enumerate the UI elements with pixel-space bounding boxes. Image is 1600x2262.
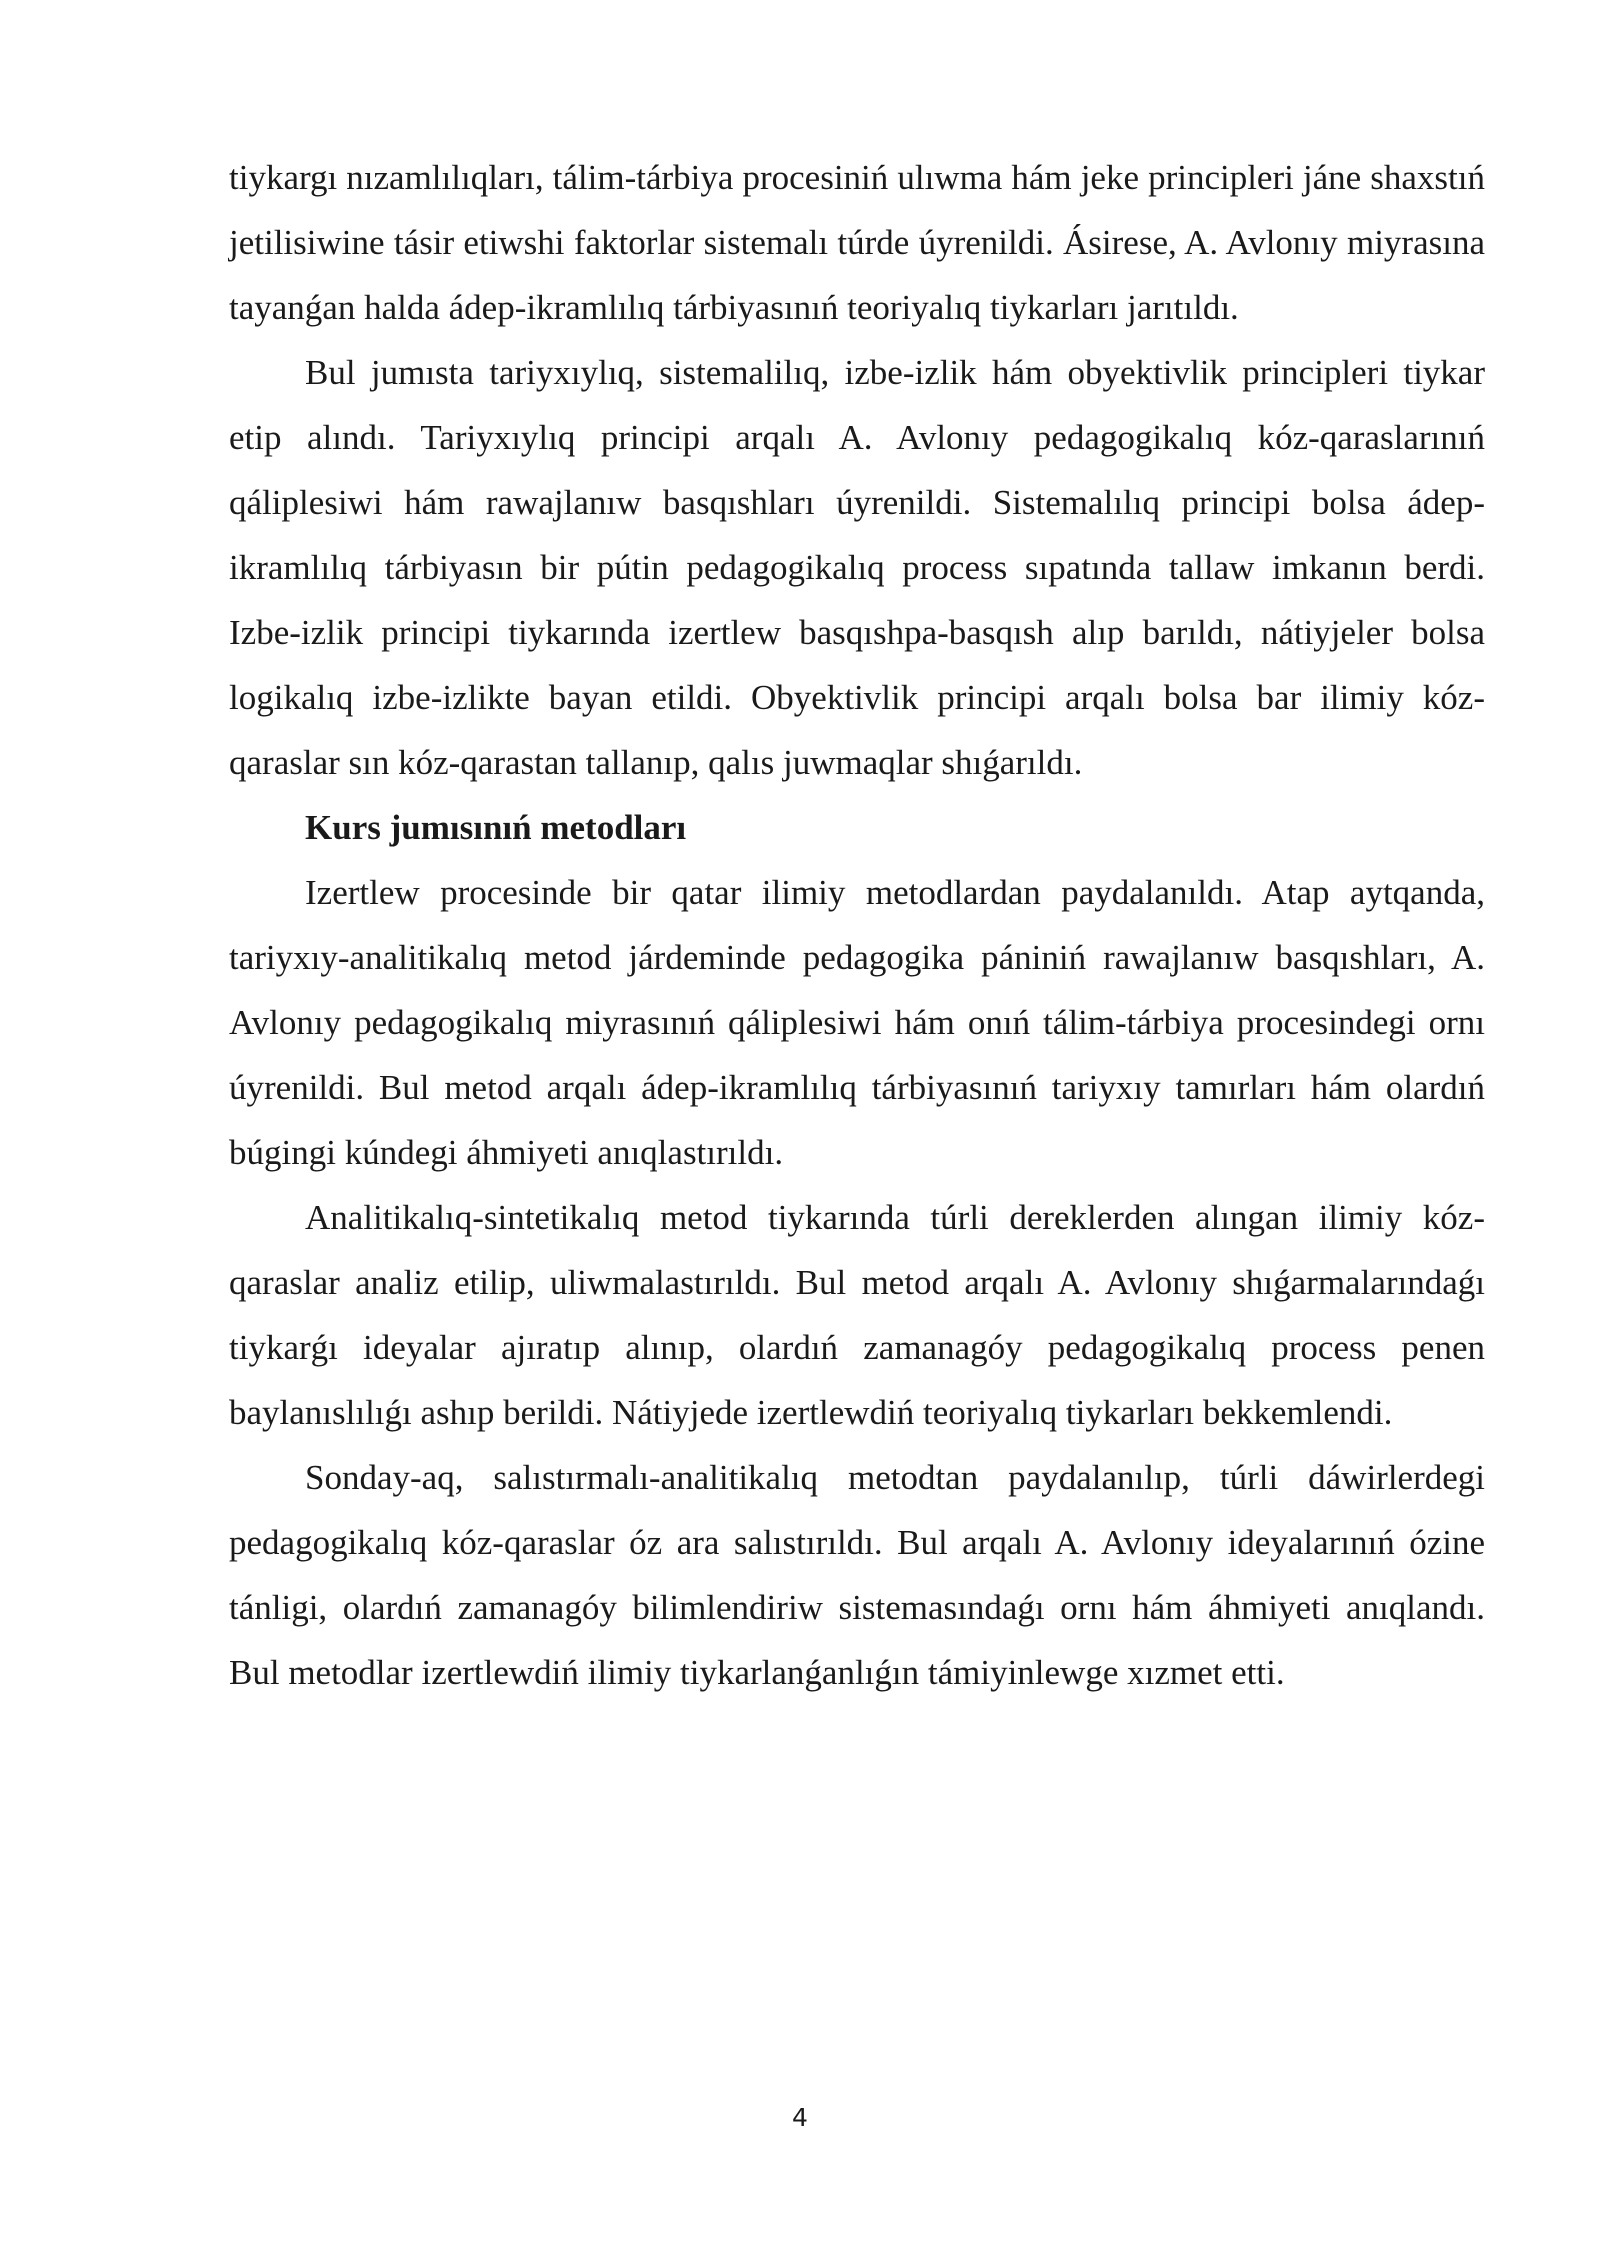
paragraph-methods-intro: Izertlew procesinde bir qatar ilimiy metodlardan paydalanıldı. Atap aytqanda, tariyxıy-analitikalıq metod járdeminde pedagogika pániniń rawajlanıw basqıshları, A. Avlonıy pedagogikalıq miyrasınıń qáliplesiwi hám onıń tálim-tárbiya procesindegi ornı úyrenildi. Bul metod arqalı ádep-ikramlılıq tárbiyasınıń tariyxıy tamırları hám olardıń búgingi kúndegi áhmiyeti anıqlastırıldı.: [229, 873, 1485, 1172]
paragraph-comparative: Sonday-aq, salıstırmalı-analitikalıq metodtan paydalanılıp, túrli dáwirlerdegi pedagogikalıq kóz-qaraslar óz ara salıstırıldı. Bul arqalı A. Avlonıy ideyalarınıń ózine tánligi, olardıń zamanagóy bilimlendiriw sistemasındaǵı ornı hám áhmiyeti anıqlandı. Bul metodlar izertlewdiń ilimiy tiykarlanǵanlıǵın támiyinlewge xızmet etti.: [229, 1458, 1485, 1692]
paragraph-principles: Bul jumısta tariyxıylıq, sistemalilıq, izbe-izlik hám obyektivlik principleri tiykar etip alındı. Tariyxıylıq principi arqalı A. Avlonıy pedagogikalıq kóz-qaraslarınıń qáliplesiwi hám rawajlanıw basqıshları úyrenildi. Sistemalılıq principi bolsa ádep-ikramlılıq tárbiyasın bir pútin pedagogikalıq process sıpatında tallaw imkanın berdi. Izbe-izlik principi tiykarında izertlew basqıshpa-basqısh alıp barıldı, nátiyjeler bolsa logikalıq izbe-izlikte bayan etildi. Obyektivlik principi arqalı bolsa bar ilimiy kóz-qaraslar sın kóz-qarastan tallanıp, qalıs juwmaqlar shıǵarıldı.: [229, 353, 1485, 782]
page-body: [229, 145, 1485, 1705]
paragraph-analytic-synthetic: Analitikalıq-sintetikalıq metod tiykarında túrli dereklerden alıngan ilimiy kóz-qaraslar analiz etilip, uliwmalastırıldı. Bul metod arqalı A. Avlonıy shıǵarmalarındaǵı tiykarǵı ideyalar ajıratıp alınıp, olardıń zamanagóy pedagogikalıq process penen baylanıslılıǵı ashıp berildi. Nátiyjede izertlewdiń teoriyalıq tiykarları bekkemlendi.: [229, 1198, 1485, 1432]
paragraph-continuation: tiykargı nızamlılıqları, tálim-tárbiya procesiniń ulıwma hám jeke principleri jáne shaxstıń jetilisiwine tásir etiwshi faktorlar sistemalı túrde úyrenildi. Ásirese, A. Avlonıy miyrasına tayanǵan halda ádep-ikramlılıq tárbiyasınıń teoriyalıq tiykarları jarıtıldı.: [229, 158, 1485, 327]
page-number: 4: [792, 2103, 808, 2132]
section-heading: Kurs jumısınıń metodları: [305, 808, 687, 847]
